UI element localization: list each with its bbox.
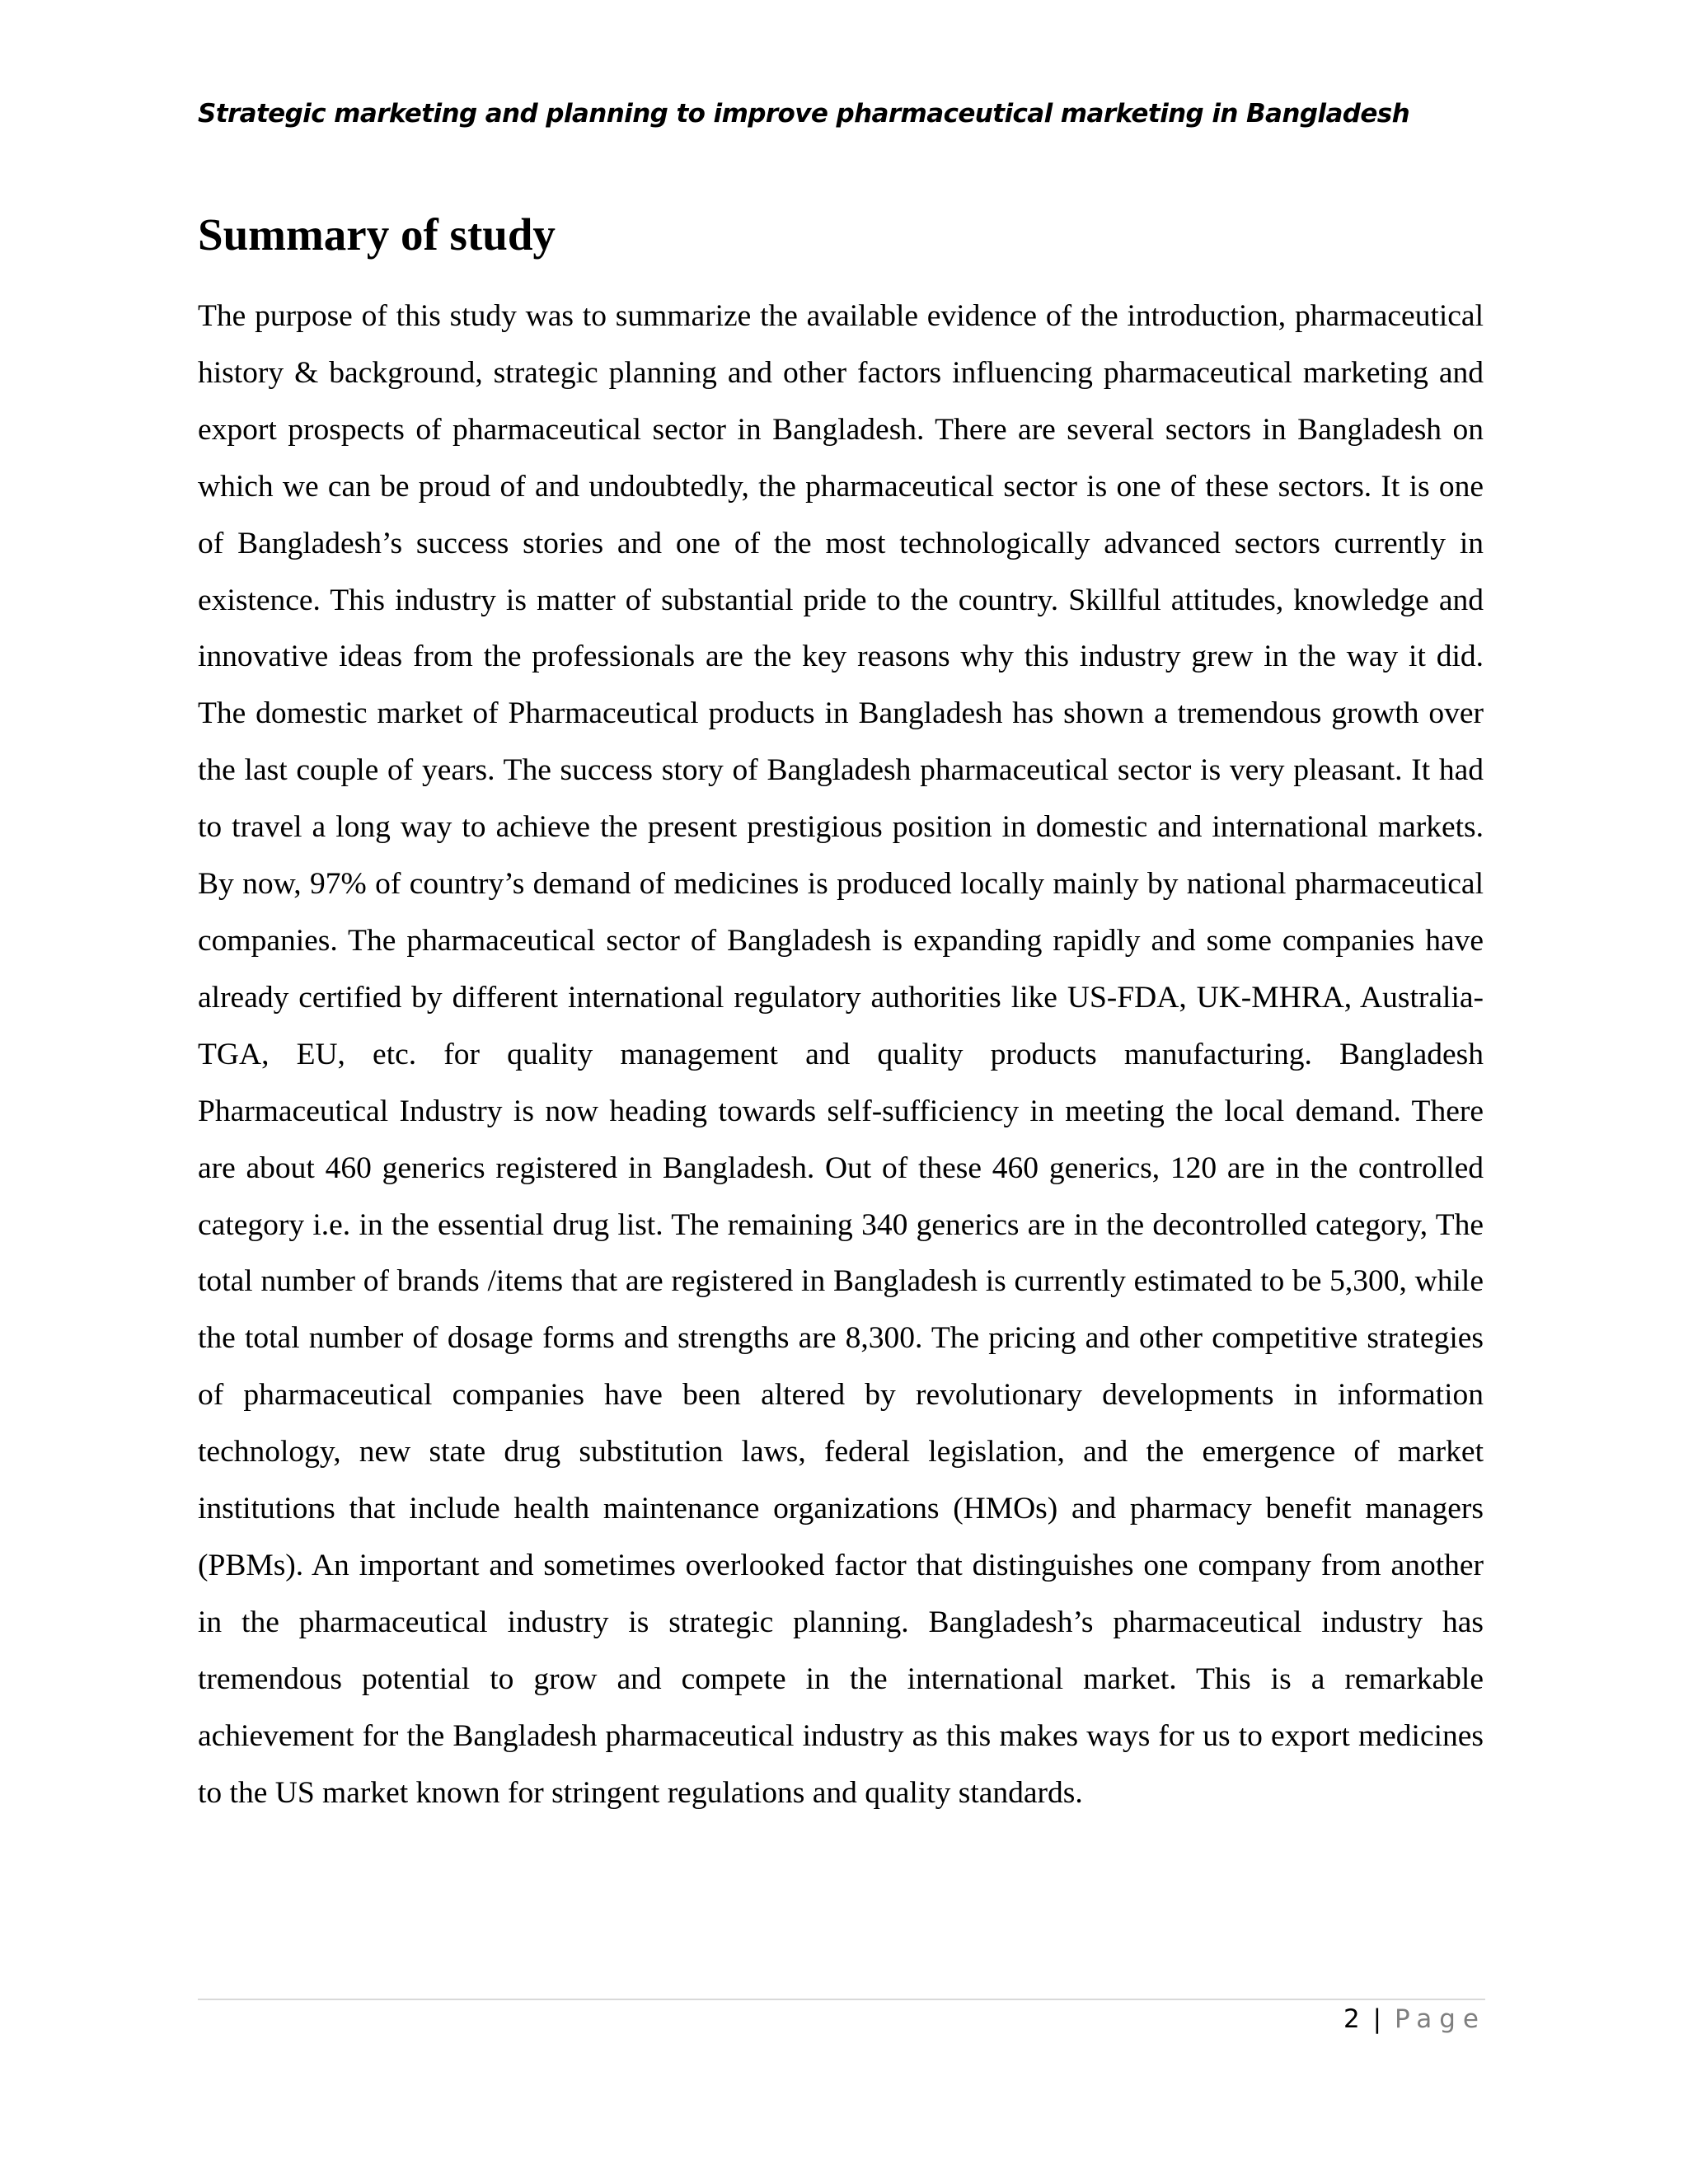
section-heading: Summary of study bbox=[198, 209, 556, 260]
page-footer bbox=[1343, 2003, 1486, 2036]
page-number: 2 bbox=[1343, 2004, 1360, 2034]
page-separator: | bbox=[1372, 2004, 1382, 2034]
body-paragraph: The purpose of this study was to summarize the available evidence of the introduction, pharmaceutical history & background, strategic planning and other factors influencing pharmaceutical marketing and export prospects of pharmaceutical sector in Bangladesh. There are several sectors in Bangladesh on which we can be proud of and undoubtedly, the pharmaceutical sector is one of these sectors. It is one of Bangladesh’s success stories and one of the most technologically advanced sectors currently in existence. This industry is matter of substantial pride to the country. Skillful attitudes, knowledge and innovative ideas from the professionals are the key reasons why this industry grew in the way it did. The domestic market of Pharmaceutical products in Bangladesh has shown a tremendous growth over the last couple of years. The success story of Bangladesh pharmaceutical sector is very pleasant. It had to travel a long way to achieve the present prestigious position in domestic and international markets. By now, 97% of country’s demand of medicines is produced locally mainly by national pharmaceutical companies. The pharmaceutical sector of Bangladesh is expanding rapidly and some companies have already certified by different international regulatory authorities like US-FDA, UK-MHRA, Australia-TGA, EU, etc. for quality management and quality products manufacturing. Bangladesh Pharmaceutical Industry is now heading towards self-sufficiency in meeting the local demand. There are about 460 generics registered in Bangladesh. Out of these 460 generics, 120 are in the controlled category i.e. in the essential drug list. The remaining 340 generics are in the decontrolled category, The total number of brands /items that are registered in Bangladesh is currently estimated to be 5,300, while the total number of dosage forms and strengths are 8,300. The pricing and other competitive strategies of pharmaceutical companies have been altered by revolutionary developments in information technology, new state drug substitution laws, federal legislation, and the emergence of market institutions that include health maintenance organizations (HMOs) and pharmacy benefit managers (PBMs). An important and sometimes overlooked factor that distinguishes one company from another in the pharmaceutical industry is strategic planning. Bangladesh’s pharmaceutical industry has tremendous potential to grow and compete in the international market. This is a remarkable achievement for the Bangladesh pharmaceutical industry as this makes ways for us to export medicines to the US market known for stringent regulations and quality standards. bbox=[198, 299, 1484, 1810]
footer-divider bbox=[198, 1999, 1485, 2000]
running-header: Strategic marketing and planning to improve pharmaceutical marketing in Bangladesh bbox=[198, 99, 1410, 129]
page-label: Page bbox=[1394, 2004, 1486, 2034]
